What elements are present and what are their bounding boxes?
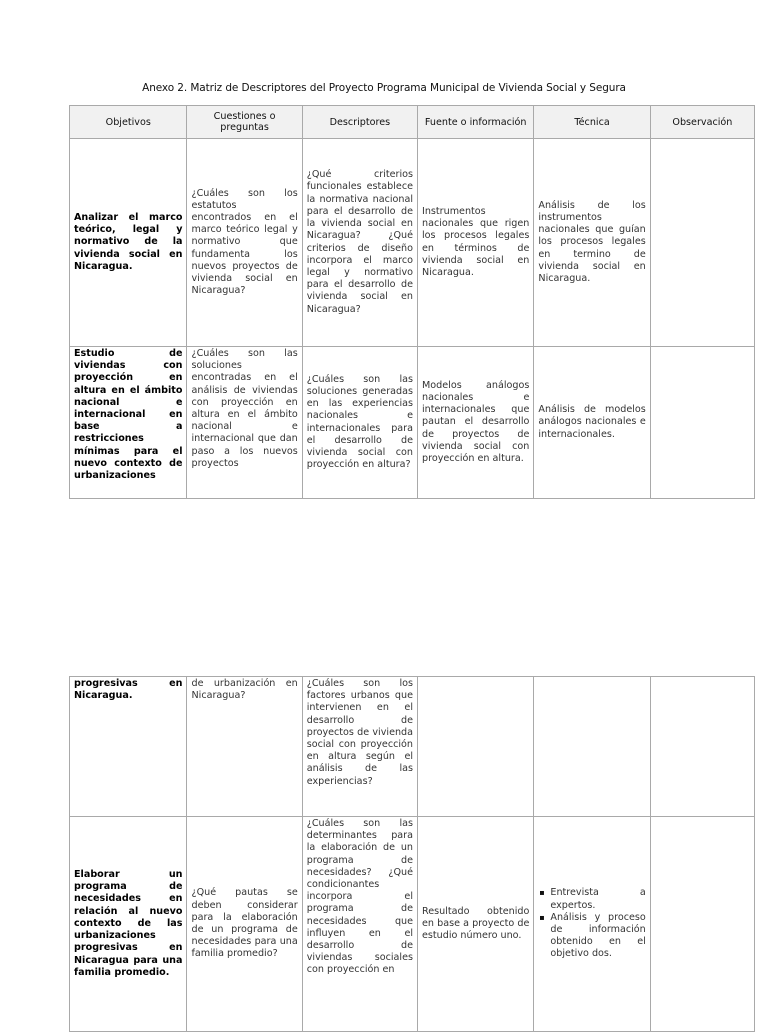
table-row xyxy=(70,817,755,1032)
observacion-cell xyxy=(650,347,754,499)
header-cuestiones: Cuestiones o preguntas xyxy=(187,106,302,139)
table-row xyxy=(70,677,755,817)
cuestion-cell: ¿Cuáles son las soluciones encontradas en el análisis de viviendas con proyección en altura en el ámbito nacional e internacional que dan paso a los nuevos proyectos xyxy=(187,347,302,499)
document-title: Anexo 2. Matriz de Descriptores del Proyecto Programa Municipal de Vivienda Social y Segura xyxy=(142,82,626,94)
cuestion-cell: de urbanización en Nicaragua? xyxy=(187,677,302,817)
cuestion-cell: ¿Qué pautas se deben considerar para la elaboración de un programa de necesidades para una familia promedio? xyxy=(187,817,302,1032)
cuestion-cell: ¿Cuáles son los estatutos encontrados en el marco teórico legal y normativo que fundamenta los nuevos proyectos de vivienda social en Nicaragua? xyxy=(187,139,302,347)
table-row xyxy=(70,139,755,347)
fuente-cell: Instrumentos nacionales que rigen los procesos legales en términos de vivienda social en Nicaragua. xyxy=(418,139,534,347)
fuente-cell xyxy=(418,677,534,817)
descriptores-cell: ¿Cuáles son las determinantes para la elaboración de un programa de necesidades? ¿Qué condicionantes incorpora el programa de necesidades que influyen en el desarrollo de viviendas sociales con proyección en xyxy=(302,817,417,1032)
objetivo-cell: Analizar el marco teórico, legal y normativo de la vivienda social en Nicaragua. xyxy=(70,139,187,347)
objetivo-cell: Estudio de viviendas con proyección en altura en el ámbito nacional e internacional en base a restricciones mínimas para el nuevo contexto de urbanizaciones xyxy=(70,347,187,499)
objetivo-cell: progresivas en Nicaragua. xyxy=(70,677,187,817)
observacion-cell xyxy=(650,139,754,347)
header-row xyxy=(70,106,755,139)
descriptores-cell: ¿Qué criterios funcionales establece la normativa nacional para el desarrollo de la vivienda social en Nicaragua? ¿Qué criterios de diseño incorpora el marco legal y normativo para el desarrollo de vivienda social en Nicaragua? xyxy=(302,139,417,347)
tecnica-cell: Análisis de modelos análogos nacionales e internacionales. xyxy=(534,347,650,499)
header-observacion: Observación xyxy=(650,106,754,139)
header-fuente: Fuente o información xyxy=(418,106,534,139)
tecnica-cell xyxy=(534,677,650,817)
fuente-cell: Resultado obtenido en base a proyecto de estudio número uno. xyxy=(418,817,534,1032)
observacion-cell xyxy=(650,817,754,1032)
tecnica-list xyxy=(538,887,645,960)
header-objetivos: Objetivos xyxy=(70,106,187,139)
descriptor-matrix-table-continued xyxy=(69,676,755,1032)
list-item: ▪ Análisis y proceso de información obtenido en el objetivo dos. xyxy=(550,912,645,961)
objetivo-cell: Elaborar un programa de necesidades en relación al nuevo contexto de las urbanizaciones progresivas en Nicaragua para una familia promedio. xyxy=(70,817,187,1032)
tecnica-cell xyxy=(534,817,650,1032)
list-item: ▪ Entrevista a expertos. xyxy=(550,887,645,911)
observacion-cell xyxy=(650,677,754,817)
header-descriptores: Descriptores xyxy=(302,106,417,139)
header-tecnica: Técnica xyxy=(534,106,650,139)
fuente-cell: Modelos análogos nacionales e internacionales que pautan el desarrollo de proyectos de vivienda social con proyección en altura. xyxy=(418,347,534,499)
table-row xyxy=(70,347,755,499)
descriptores-cell: ¿Cuáles son las soluciones generadas en las experiencias nacionales e internacionales para el desarrollo de vivienda social con proyección en altura? xyxy=(302,347,417,499)
descriptores-cell: ¿Cuáles son los factores urbanos que intervienen en el desarrollo de proyectos de vivienda social con proyección en altura según el análisis de las experiencias? xyxy=(302,677,417,817)
tecnica-cell: Análisis de los instrumentos nacionales que guían los procesos legales en termino de vivienda social en Nicaragua. xyxy=(534,139,650,347)
descriptor-matrix-table xyxy=(69,105,755,499)
